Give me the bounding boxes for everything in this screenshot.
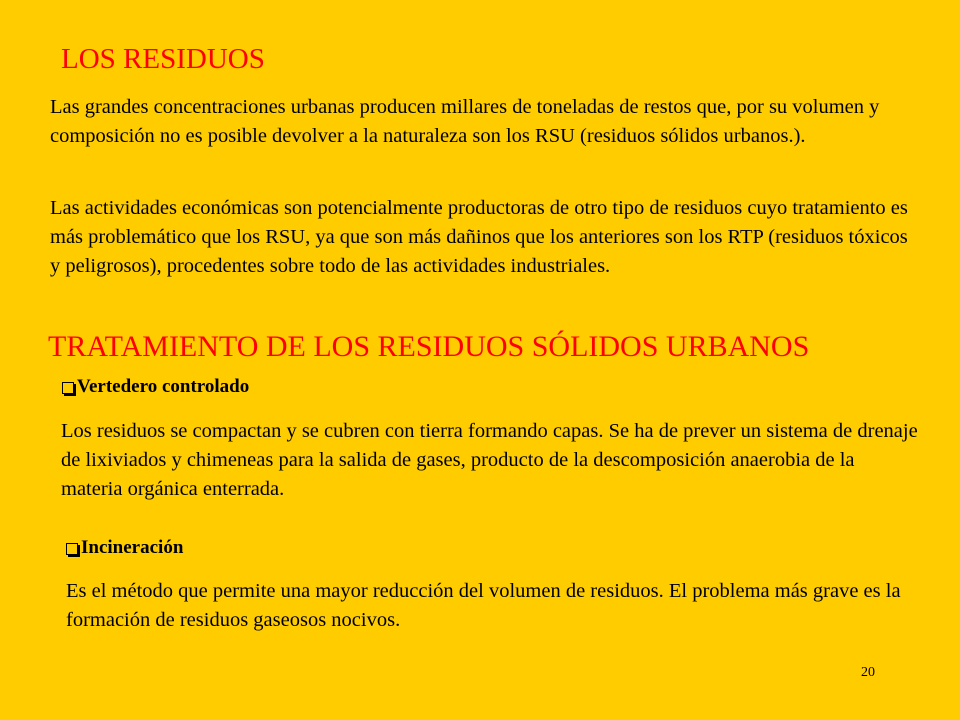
paragraph-vertedero: Los residuos se compactan y se cubren con tierra formando capas. Se ha de prever un sistema de drenaje de lixiviados y chimeneas para la salida de gases, producto de la descomposición anaerobia de la materia orgánica enterrada. [61, 420, 918, 500]
bullet-heading-label: Incineración [81, 537, 184, 558]
section-title: TRATAMIENTO DE LOS RESIDUOS SÓLIDOS URBANOS [48, 330, 810, 363]
slide-title: LOS RESIDUOS [61, 43, 265, 75]
checkbox-icon [66, 543, 78, 555]
bullet-heading-vertedero [62, 375, 249, 399]
paragraph-incineracion: Es el método que permite una mayor reducción del volumen de residuos. El problema más grave es la formación de residuos gaseosos nocivos. [66, 580, 901, 631]
checkbox-icon [62, 382, 74, 394]
bullet-heading-label: Vertedero controlado [77, 376, 250, 397]
paragraph-rsu: Las grandes concentraciones urbanas producen millares de toneladas de restos que, por su volumen y composición no es posible devolver a la naturaleza son los RSU (residuos sólidos urbanos.). [50, 96, 880, 147]
paragraph-rtp: Las actividades económicas son potencialmente productoras de otro tipo de residuos cuyo tratamiento es más problemático que los RSU, ya que son más dañinos que los anteriores son los RTP (residuos tóxicos y peligrosos), procedentes sobre todo de las actividades industriales. [50, 197, 908, 277]
bullet-heading-incineracion [66, 536, 183, 560]
page-number: 20 [861, 665, 875, 680]
